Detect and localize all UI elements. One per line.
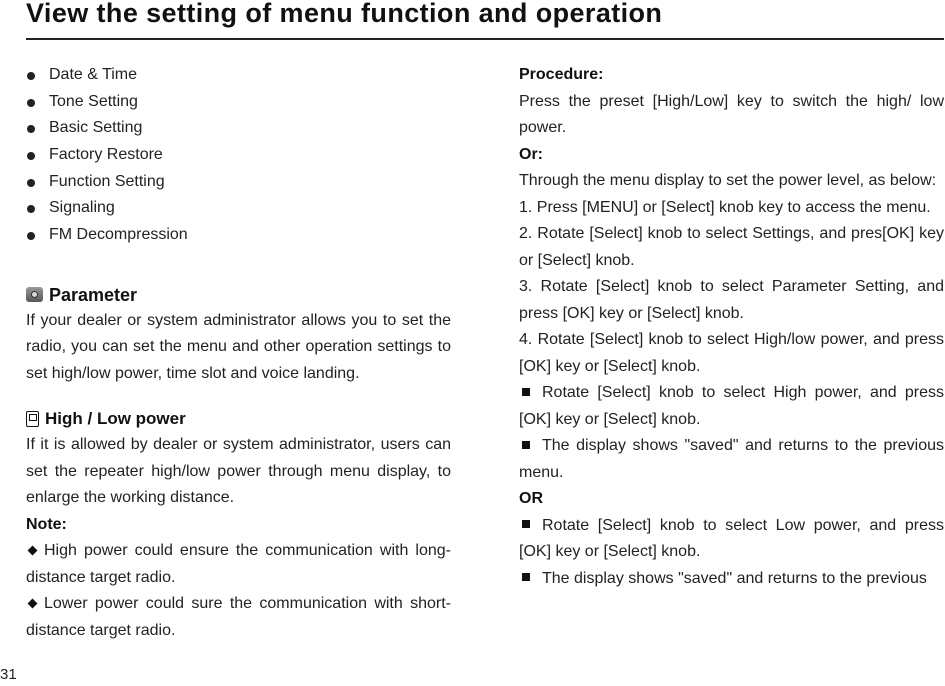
bullet-icon xyxy=(27,179,35,187)
procedure-label: Procedure: xyxy=(519,66,604,83)
or-label: Or: xyxy=(519,145,543,163)
list-item: Function Setting xyxy=(26,169,451,196)
square-bullet-icon xyxy=(522,573,530,581)
procedure-intro: Press the preset [High/Low] key to switch the high/ low power. xyxy=(519,92,944,136)
high-low-power-title: High / Low power xyxy=(45,409,186,429)
or2-label: OR xyxy=(519,490,543,507)
procedure-step: 2. Rotate [Select] knob to select Settings, and pres[OK] key or [Select] knob. xyxy=(519,225,944,269)
right-column xyxy=(519,62,944,592)
list-item: Factory Restore xyxy=(26,142,451,169)
bullet-icon xyxy=(27,205,35,213)
procedure-step: 3. Rotate [Select] knob to select Parameter Setting, and press [OK] key or [Select] knob. xyxy=(519,278,944,322)
high-low-power-heading xyxy=(26,406,451,432)
bullet-icon xyxy=(27,72,35,80)
list-item: Basic Setting xyxy=(26,115,451,142)
radio-device-icon xyxy=(26,411,39,427)
bullet-icon xyxy=(27,152,35,160)
high-power-substep: Rotate [Select] knob to select High power, and press [OK] key or [Select] knob. xyxy=(519,384,944,428)
procedure-step: 1. Press [MENU] or [Select] knob key to access the menu. xyxy=(519,198,931,216)
left-column xyxy=(26,62,451,644)
high-power-substep: The display shows "saved" and returns to the previous menu. xyxy=(519,437,944,481)
low-power-substep: The display shows "saved" and returns to the previous xyxy=(519,566,944,593)
bullet-icon xyxy=(27,125,35,133)
parameter-title: Parameter xyxy=(49,284,138,305)
list-item: FM Decompression xyxy=(26,222,451,249)
procedure-step: 4. Rotate [Select] knob to select High/low power, and press [OK] key or [Select] knob. xyxy=(519,331,944,375)
diamond-bullet-icon xyxy=(28,598,38,608)
high-low-power-body: If it is allowed by dealer or system administrator, users can set the repeater high/low power through menu display, to enlarge the working distance. xyxy=(26,436,451,507)
square-bullet-icon xyxy=(522,388,530,396)
settings-icon xyxy=(26,287,43,302)
page-title: View the setting of menu function and operation xyxy=(26,0,663,28)
list-item: Tone Setting xyxy=(26,89,451,116)
menu-intro: Through the menu display to set the power level, as below: xyxy=(519,172,937,189)
note-item: Lower power could sure the communication with short-distance target radio. xyxy=(26,595,451,639)
list-item: Signaling xyxy=(26,195,451,222)
bullet-icon xyxy=(27,232,35,240)
parameter-heading xyxy=(26,282,451,308)
page-header xyxy=(26,0,944,40)
square-bullet-icon xyxy=(522,520,530,528)
note-label: Note: xyxy=(26,515,67,533)
diamond-bullet-icon xyxy=(28,545,38,555)
square-bullet-icon xyxy=(522,441,530,449)
low-power-substep: Rotate [Select] knob to select Low power, and press [OK] key or [Select] knob. xyxy=(519,516,944,560)
note-item: High power could ensure the communication with long-distance target radio. xyxy=(26,542,451,586)
page-number: 31 xyxy=(0,666,17,683)
parameter-body: If your dealer or system administrator allows you to set the radio, you can set the menu and other operation settings to set high/low power, time slot and voice landing. xyxy=(26,311,451,382)
menu-function-list xyxy=(26,62,451,249)
bullet-icon xyxy=(27,99,35,107)
list-item: Date & Time xyxy=(26,62,451,89)
